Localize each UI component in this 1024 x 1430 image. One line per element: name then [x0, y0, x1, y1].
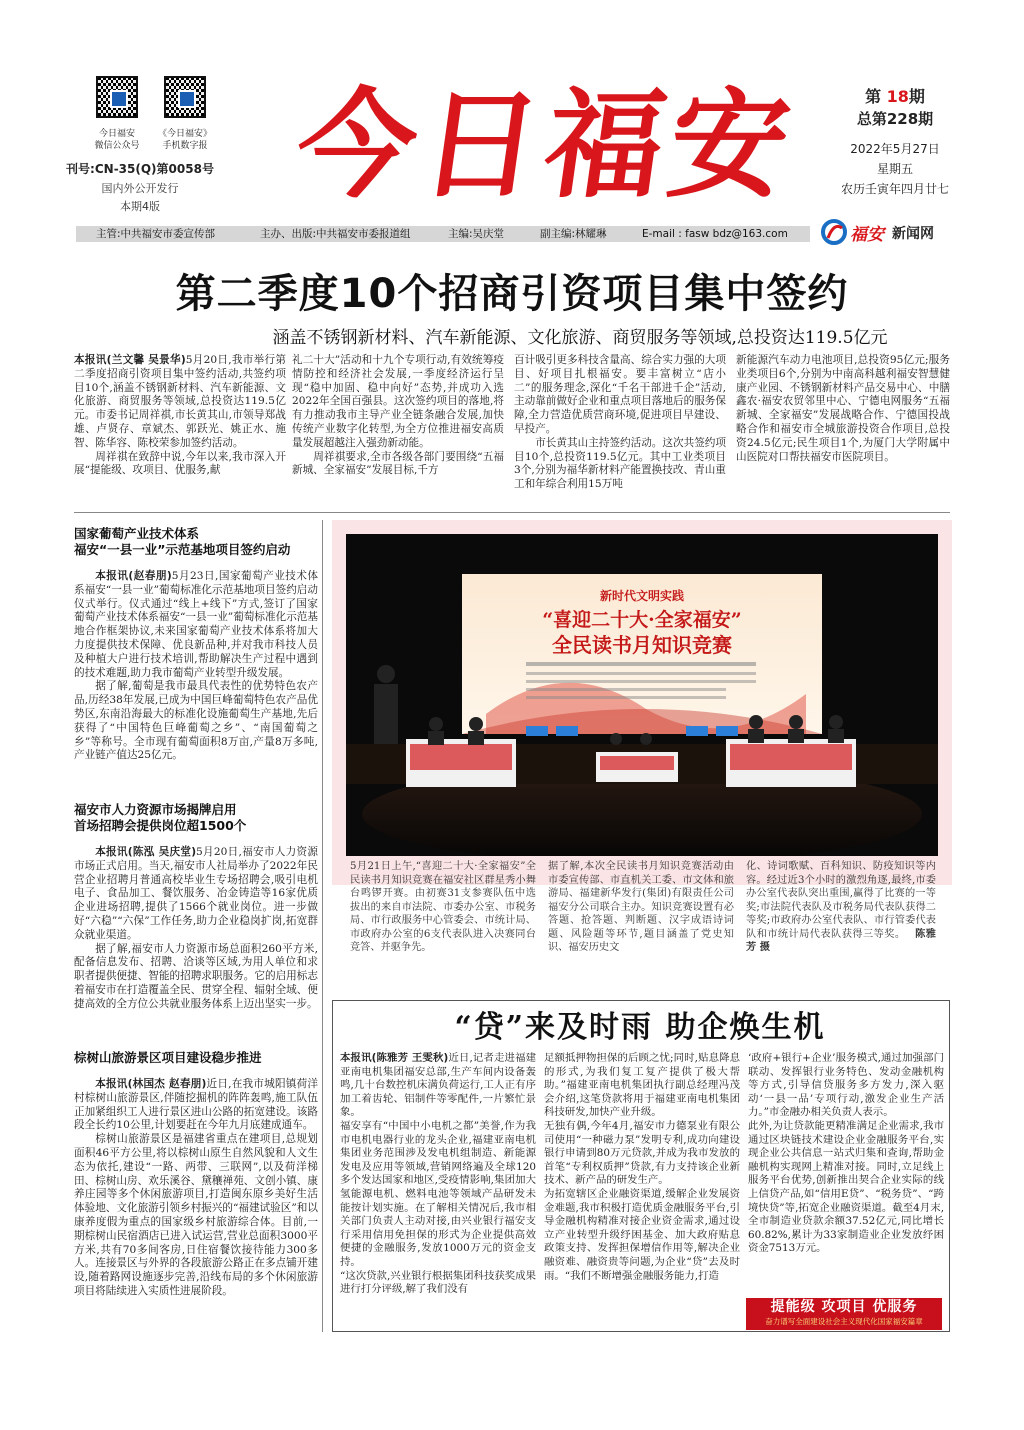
issue-suffix: 期	[908, 87, 925, 106]
issue-weekday: 星期五	[876, 162, 913, 176]
grape-article	[74, 570, 318, 763]
mobile-qr-caption	[152, 128, 218, 152]
hr-byline: 本报讯(陈泓 吴庆堂)	[95, 846, 197, 858]
photo-credit: 陈雅芳 摄	[746, 928, 936, 953]
hr-headline	[74, 802, 320, 834]
qr-caption-line: 《今日福安》	[157, 129, 212, 139]
hr-title-line: 首场招聘会提供岗位超1500个	[74, 818, 247, 833]
mobile-qr-code[interactable]	[164, 76, 206, 118]
sponsor: 主管:中共福安市委宣传部	[96, 228, 216, 240]
lunar-date: 农历壬寅年四月廿七	[840, 182, 949, 196]
deputy-editor: 副主编:林耀琳	[540, 228, 607, 240]
distribution-note: 国内外公开发行	[101, 182, 179, 195]
qr-caption-line: 今日福安	[98, 129, 135, 139]
info-bar	[76, 226, 810, 242]
lead-text: 5月20日,我市举行第二季度招商引资项目集中签约活动,共签约项目10个,涵盖不锈钢新材料、汽车新能源、文化旅游、商贸服务等领域,总投资达119.5亿元。市委书记周祥祺,市长黄其山,市领导郑战雄、卢贤存、章斌杰、郭跃光、姚正水、施智、陈华容、陈校荣参加签约活动。	[74, 354, 286, 449]
lead-text: 新能源汽车动力电池项目,总投资95亿元;服务业类项目6个,分别为中南高科越利福安智慧健康产业园、不锈钢新材料产品交易中心、中膳鑫农·福安农贸邻里中心、宁德电网服务“五福新城、全家福安”发展战略合作、宁德国投战略合作和福安市全城旅游投资合作项目,总投资24.5亿元;民生项目1个,为厦门大学附属中山医院对口帮扶福安市医院项目。	[736, 354, 950, 463]
wechat-qr-code[interactable]	[96, 76, 138, 118]
host: 主办、出版:中共福安市委报道组	[260, 228, 411, 240]
masthead-title: 今日福安	[288, 75, 804, 214]
page-count: 本期4版	[120, 200, 160, 213]
grape-byline: 本报讯(赵春朋)	[95, 570, 172, 582]
serial-number: 刊号:CN-35(Q)第0058号	[66, 162, 214, 176]
wechat-qr-caption	[86, 128, 148, 152]
contest-stage-image	[346, 534, 938, 856]
issue-number	[820, 84, 970, 107]
net-logo-brand: 福安	[850, 225, 884, 245]
issue-prefix: 第	[865, 87, 882, 106]
hr-text: 5月20日,福安市人力资源市场正式启用。当天,福安市人社局举办了2022年民营企业招聘月普通高校毕业生专场招聘会,吸引电机电子、食品加工、餐饮服务、冶金铸造等16家优质企业进场招聘,提供了1566个就业岗位。进一步做好“六稳”“六保”工作任务,助力企业稳岗扩岗,拓宽群众就业渠道。	[74, 846, 318, 941]
contact-email[interactable]: E-mail : fasw bdz@163.com	[642, 228, 788, 240]
issue-number-value: 18	[886, 87, 909, 106]
lead-text: 周祥祺在致辞中说,今年以来,我市深入开展“提能级、攻项目、优服务,献	[74, 450, 286, 477]
lead-text: 市长黄其山主持签约活动。这次共签约项目10个,总投资119.5亿元。其中工业类项目3个,分别为福华新材料产能置换技改、青山重工和年综合利用15万吨	[514, 436, 726, 491]
loan-column-1	[340, 1052, 536, 1297]
lead-column-1	[74, 354, 286, 478]
tourism-byline: 本报讯(林国杰 赵春朋)	[95, 1078, 207, 1090]
total-issue: 总第228期	[856, 110, 934, 128]
net-logo-label: 新闻网	[892, 226, 934, 242]
grape-title-line: 福安“一县一业”示范基地项目签约启动	[74, 542, 291, 557]
grape-text: 据了解,葡萄是我市最具代表性的优势特色农产品,历经38年发展,已成为中国巨峰葡萄特色农产品优势区,东南沿海最大的标准化设施葡萄生产基地,先后获得了“中国特色巨峰葡萄之乡”、“南国葡萄之乡”等称号。全市现有葡萄面积8万亩,产量8万多吨,产业链产值达25亿元。	[74, 680, 318, 762]
loan-column-3: ‘政府+银行+企业’服务模式,通过加强部门联动、发挥银行业务特色、发动金融机构等方式,引导信贷服务多方发力,深入驱动‘一县一品’专项行动,激发企业生产活力。”市金融办相关负责人表示。 此外,为让贷款能更精准满足企业需求,我市通过区块链技术建设企业金融服务平台,实现企业公共信息一站式归集和查询,帮助金融机构实现网上精准对接。同时,立足线上服务平台优势,创新推出契合企业实际的线上信贷产品,如“信用E贷”、“税务贷”、“跨境快贷”等,拓宽企业融资渠道。截至4月末,全市制造业贷款余额37.52亿元,同比增长60.82%,累计为33家制造业企业发放纾困资金7513万元。	[748, 1052, 944, 1255]
photo-caption-3	[746, 860, 936, 955]
loan-text: 近日,记者走进福建亚南电机集团福安总部,生产车间内设备轰鸣,几十台数控机床满负荷运行,工人正有序加工着齿轮、铝制件等零配件,一片繁忙景象。 福安享有“中国中小电机之都”美誉,作为我市电机电器行业的龙头企业,福建亚南电机集团业务范围涉及发电机组制造、新能源发电及应用等领域,营销网络遍及全球120多个发达国家和地区,受疫情影响,集团加大氢能源电机、燃料电池等领域产品研发未能按计划实施。在了解相关情况后,我市相关部门负责人主动对接,由兴业银行福安支行采用信用免担保的形式为企业提供高效便捷的金融服务,发放1000万元的资金支持。 “这次贷款,兴业银行根据集团科技获奖成果进行打分评级,解了我们没有	[340, 1052, 536, 1296]
loan-headline: “贷”来及时雨 助企焕生机	[454, 1010, 826, 1045]
qr-caption-line: 微信公众号	[94, 141, 140, 151]
screen-line-3: 全民读书月知识竞赛	[552, 633, 732, 657]
tourism-headline: 棕树山旅游景区项目建设稳步推进	[74, 1050, 262, 1065]
qr-caption-line: 手机数字报	[162, 141, 208, 151]
screen-line-1: 新时代文明实践	[599, 589, 685, 603]
masthead	[276, 70, 816, 220]
contest-photo	[346, 534, 938, 856]
lead-subtitle: 涵盖不锈钢新材料、汽车新能源、文化旅游、商贸服务等领域,总投资达119.5亿元	[272, 328, 888, 348]
photo-caption-1: 5月21日上午,“喜迎二十大·全家福安”全民读书月知识竞赛在福安社区群星秀小舞台鸣锣开赛。由初赛31支参赛队伍中选拔出的来自市法院、市委办公室、市税务局、市行政服务中心管委会、市统计局、市政府办公室的6支代表队进入决赛同台竞答、并驱争先。	[350, 861, 536, 953]
chief-editor: 主编:吴庆堂	[448, 228, 505, 240]
lead-column-4	[736, 354, 950, 464]
tourism-text: 棕树山旅游景区是福建省重点在建项目,总规划面积46平方公里,将以棕树山原生自然风貌和人文生态为依托,建设“一路、两带、三联网”,以及荷洋梯田、棕树山房、欢乐溪谷、黛穰禅苑、文创小镇、康养庄园等多个休闲旅游项目,打造闽东原乡美好生活体验地、文化旅游引领乡村振兴的“福建试验区”和以康养度假为重点的国家级乡村旅游综合体。目前,一期棕树山民宿酒店已进入试运营,营业总面积3000平方米,共有70多间客房,日住宿餐饮接待能力300多人。连接景区与外界的各段旅游公路正在多点铺开建设,随着路网设施逐步完善,沿线布局的多个休闲旅游项目将陆续进入实质性进展阶段。	[74, 1133, 318, 1297]
grape-text: 5月23日,国家葡萄产业技术体系福安“一县一业”葡萄标准化示范基地项目签约启动仪式举行。仪式通过“线上+线下”方式,签订了国家葡萄产业技术体系福安“一县一业”葡萄标准化示范基地合作框架协议,未来国家葡萄产业技术体系将加大力度提供技术保障、优良新品种,并对我市科技人员及种植大户进行技术培训,帮助解决生产过程中遇到的技术难题,助力我市葡萄产业转型升级发展。	[74, 570, 319, 679]
lead-text: 百计吸引更多科技含量高、综合实力强的大项目、好项目扎根福安。要丰富树立“店小二”的服务理念,深化“千名干部进千企”活动,主动靠前做好企业和重点项目落地后的服务保障,全力营造优质营商环境,促进项目早建设、早投产。	[514, 354, 726, 435]
lead-text: 周祥祺要求,全市各级各部门要围绕“五福新城、全家福安”发展目标,千方	[292, 450, 504, 477]
screen-line-2: “喜迎二十大·全家福安”	[542, 609, 742, 631]
grape-title-line: 国家葡萄产业技术体系	[74, 526, 200, 541]
net-logo-icon	[820, 218, 848, 246]
lead-column-2	[292, 354, 504, 478]
photo-caption-text: 化、诗词歌赋、百科知识、防疫知识等内容。经过近3个小时的激烈角逐,最终,市委办公室代表队突出重围,赢得了比赛的一等奖;市法院代表队及市税务局代表队获得二等奖;市政府办公室代表队、市行管委代表队和市统计局代表队获得三等奖。	[746, 861, 936, 940]
hr-article	[74, 846, 318, 1012]
lead-column-3	[514, 354, 726, 492]
lead-byline: 本报讯(兰文馨 吴景华)	[74, 354, 186, 366]
lead-headline: 第二季度10个招商引资项目集中签约	[175, 271, 849, 317]
issue-date: 2022年5月27日	[850, 142, 940, 156]
slogan-sub: 奋力谱写全面建设社会主义现代化国家福安篇章	[765, 1317, 923, 1326]
news-net-logo[interactable]	[820, 218, 980, 246]
loan-byline: 本报讯(陈雅芳 王雯秋)	[340, 1052, 449, 1064]
grape-headline	[74, 526, 320, 558]
hr-text: 据了解,福安市人力资源市场总面积260平方米,配备信息发布、招聘、洽谈等区域,为用人单位和求职者提供便捷、智能的招聘求职服务。它的启用标志着福安市在打造覆盖全民、贯穿全程、辐射全域、便捷高效的全方位公共就业服务体系上迈出坚实一步。	[74, 942, 318, 1010]
section-divider	[74, 512, 950, 513]
lead-text: 礼二十大”活动和十九个专项行动,有效统筹疫情防控和经济社会发展,一季度经济运行呈现“稳中加固、稳中向好”态势,并成功入选2022年全国百强县。这次签约项目的落地,将有力推动我市主导产业全链条融合发展,加快传统产业数字化转型,为全方位推进福安高质量发展超越注入强劲新动能。	[292, 354, 504, 449]
slogan-main: 提能级 攻项目 优服务	[770, 1299, 918, 1315]
column-divider	[322, 520, 323, 1332]
photo-caption-2: 据了解,本次全民读书月知识竞赛活动由市委宣传部、市直机关工委、市文体和旅游局、福建新华发行(集团)有限责任公司福安分公司联合主办。知识竞赛设置有必答题、抢答题、判断题、汉字成语诗词题、风险题等环节,题目涵盖了党史知识、福安历史文	[548, 861, 734, 953]
slogan-banner	[746, 1298, 942, 1330]
hr-title-line: 福安市人力资源市场揭牌启用	[74, 802, 237, 817]
tourism-text: 近日,在我市城阳镇荷洋村棕树山旅游景区,伴随挖掘机的阵阵轰鸣,施工队伍正加紧组织工人进行景区进山公路的拓宽建设。该路段全长约10公里,计划要赶在今年九月底建成通车。	[74, 1078, 318, 1132]
tourism-article	[74, 1078, 318, 1299]
loan-column-2: 足额抵押物担保的后顾之忧;同时,贴息降息的形式,为我们复工复产提供了极大帮助。”福建亚南电机集团执行副总经理冯茂会介绍,这笔贷款将用于福建亚南电机集团科技研发,加快产业升级。 无独有偶,今年4月,福安市力德泵业有限公司使用“一种磁力泵”发明专利,成功向建设银行申请到80万元贷款,并成为我市发放的首笔“专利权质押”贷款,有力支持该企业新技术、新产品的研发生产。 为拓宽辖区企业融资渠道,缓解企业发展资金难题,我市积极打造优质金融服务平台,引导金融机构精准对接企业资金需求,通过设立产业转型升级纾困基金、加大政府贴息政策支持、发挥担保增信作用等,解决企业融资难、融资贵等问题,为企业“贷”去及时雨。“我们不断增强金融服务能力,打造	[544, 1052, 740, 1282]
